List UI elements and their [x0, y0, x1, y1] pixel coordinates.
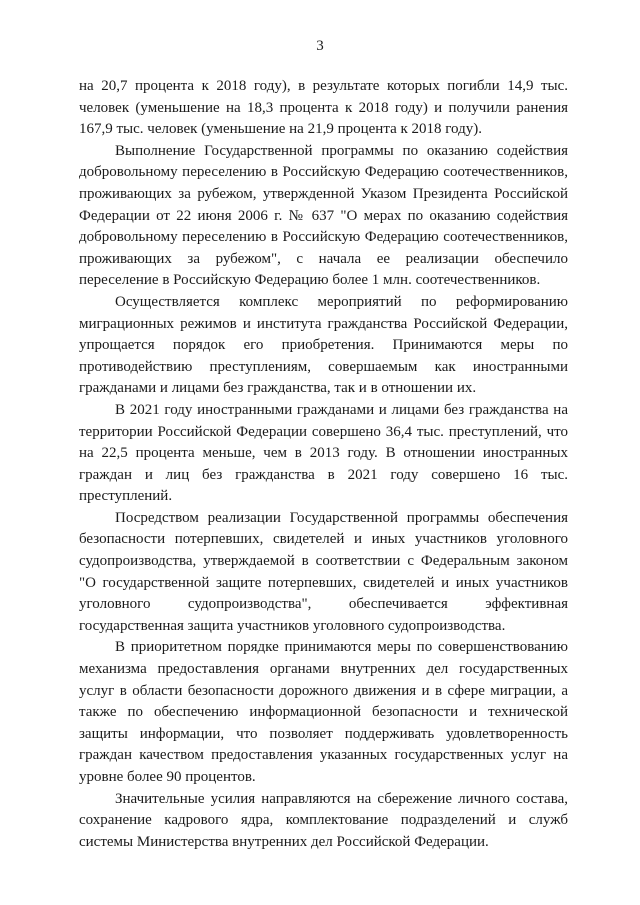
- paragraph-foreigner-crime-stats: В 2021 году иностранными гражданами и лицами без гражданства на территории Российской Федерации совершено 36,4 тыс. преступлений, что на 22,5 процента меньше, чем в 2013 году. В отношении иностранных граждан и лиц без гражданства в 2021 году совершено 16 тыс. преступлений.: [79, 401, 568, 505]
- document-body: [79, 76, 568, 853]
- paragraph-migration-reform: Осуществляется комплекс мероприятий по реформированию миграционных режимов и института гражданства Российской Федерации, упрощается порядок его приобретения. Принимаются меры по противодействию преступлениям, совершаемым как иностранными гражданами и лицами без гражданства, так и в отношении их.: [79, 293, 568, 397]
- paragraph-witness-protection: Посредством реализации Государственной программы обеспечения безопасности потерпевших, свидетелей и иных участников уголовного судопроизводства, утверждаемой в соответствии с Федеральным законом "О государственной защите потерпевших, свидетелей и иных участников уголовного судопроизводства", обеспечивается эффективная государственная защита участников уголовного судопроизводства.: [79, 509, 568, 634]
- paragraph-continuation: на 20,7 процента к 2018 году), в результате которых погибли 14,9 тыс. человек (уменьшение на 18,3 процента к 2018 году) и получили ранения 167,9 тыс. человек (уменьшение на 21,9 процента к 2018 году).: [79, 78, 568, 138]
- paragraph-public-services: В приоритетном порядке принимаются меры по совершенствованию механизма предоставления органами внутренних дел государственных услуг в области безопасности дорожного движения и в сфере миграции, а также по обеспечению информационной безопасности и технической защиты информации, что позволяет поддерживать удовлетворенность граждан качеством предоставления указанных государственных услуг на уровне более 90 процентов.: [79, 639, 568, 785]
- paragraph-personnel: Значительные усилия направляются на сбережение личного состава, сохранение кадрового ядра, комплектование подразделений и служб системы Министерства внутренних дел Российской Федерации.: [79, 790, 568, 850]
- paragraph-resettlement-program: Выполнение Государственной программы по оказанию содействия добровольному переселению в Российскую Федерацию соотечественников, проживающих за рубежом, утвержденной Указом Президента Российской Федерации от 22 июня 2006 г. № 637 "О мерах по оказанию содействия добровольному переселению в Российскую Федерацию соотечественников, проживающих за рубежом", с начала ее реализации обеспечило переселение в Российскую Федерацию более 1 млн. соотечественников.: [79, 142, 568, 289]
- page-number: 3: [316, 38, 324, 54]
